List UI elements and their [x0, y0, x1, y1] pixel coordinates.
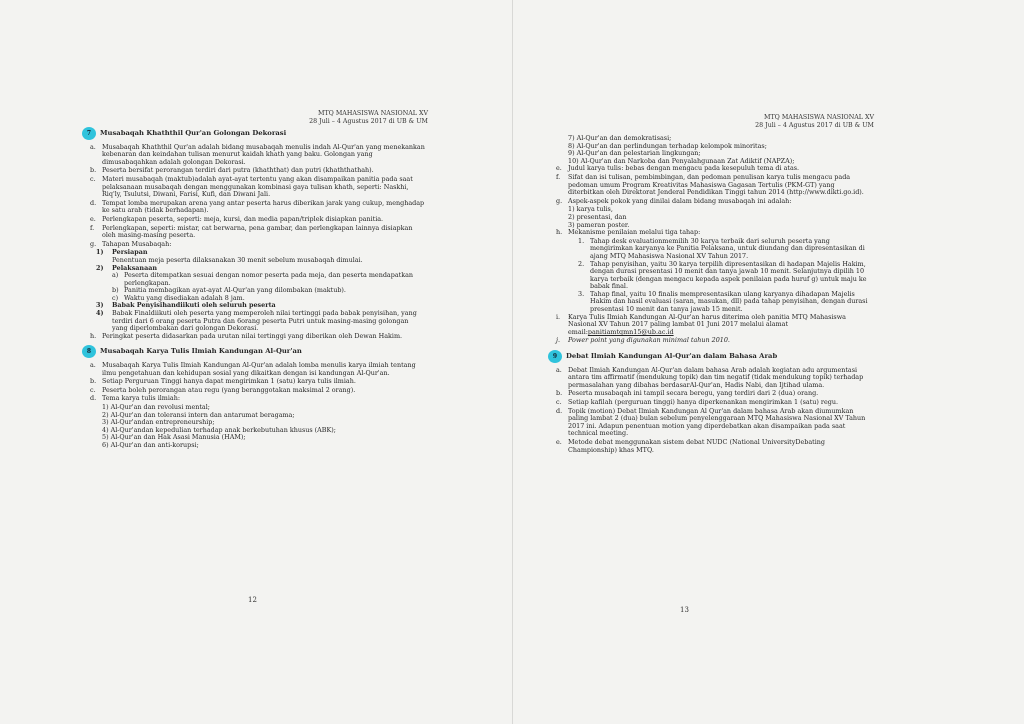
section-7-title-text: Musabaqah Khaththil Qur'an Golongan Dekorasi — [100, 129, 287, 137]
item-text: Musabaqah Khaththil Qur'an adalah bidang musabaqah menulis indah Al-Qur'an yang menekankan kebenaran dan keindahan tulisan menurut kaidah khath yang baku. Golongan yang dimusabaqahkan adalah golongan Dekorasi. — [102, 142, 425, 166]
item-text: Perlengkapan, seperti: mistar, cat berwarna, pena gambar, dan perlengkapan lainnya disiapkan oleh masing-masing peserta. — [102, 223, 413, 240]
theme-item: 6) Al-Qur'an dan anti-korupsi; — [102, 440, 199, 449]
section-9-title — [552, 353, 872, 361]
item-text: Peringkat peserta didasarkan pada urutan nilai tertinggi yang diberikan oleh Dewan Hakim. — [102, 331, 403, 340]
item-text: Tempat lomba merupakan arena yang antar peserta harus diberikan jarak yang cukup, menghadap ke satu arah (tidak berhadapan). — [102, 198, 425, 215]
list-item: c. Setiap kafilah (perguruan tinggi) hanya diperkenankan mengirimkan 1 (satu) regu. — [556, 398, 839, 406]
list-item: j. Power point yang digunakan minimal tahun 2010. — [556, 336, 730, 345]
section-8-title-text: Musabaqah Karya Tulis Ilmiah Kandungan Al-Qur'an — [100, 347, 302, 356]
aspect-item: 3) pameran poster. — [568, 220, 630, 229]
theme-item: 7) Al-Qur'an dan demokratisasi; — [568, 134, 672, 142]
section-7-title — [86, 130, 426, 138]
list-item: b. Peserta bersifat perorangan terdiri dari putra (khaththat) dan putri (khaththathah). — [90, 166, 374, 175]
theme-item: 5) Al-Qur'an dan Hak Asasi Manusia (HAM); — [102, 433, 246, 442]
list-item: i. Karya Tulis Ilmiah Kandungan Al-Qur'an harus diterima oleh panitia MTQ Mahasiswa Nasional XV Tahun 2017 paling lambat 01 Juni 2017 melalui alamat email:panitiamtqmn15@ub.ac.id — [556, 312, 846, 336]
page-body — [86, 128, 426, 450]
page-body — [552, 135, 872, 455]
item-text: Materi musabaqah (maktub)adalah ayat-ayat tertentu yang akan disampaikan panitia pada saat pelaksanaan musabaqah dengan menggunakan kombinasi gaya tulisan khath, seperti: Naskhi, Riq'ly, Tsulutsi, Diwani, Farisi, Kufi, dan Diwani Jali. — [102, 174, 413, 199]
stage-item: 2. Tahap penyisihan, yaitu 30 karya terpilih dipresentasikan di hadapan Majelis Hakim, dengan durasi presentasi 10 menit dan tanya jawab 10 menit. Selanjutnya dipilih 10 karya terbaik (dengan mengacu kepada aspek penilaian pada huruf g) untuk maju ke babak final. — [578, 259, 867, 291]
list-item: d. Tema karya tulis ilmiah: — [90, 394, 180, 403]
list-item: a. Debat Ilmiah Kandungan Al-Qur'an dalam bahasa Arab adalah kegiatan adu argumentasi antara tim affirmatif (mendukung topik) dan tim negatif (tidak mendukung topik) terhadap permasalahan yang dibahas berdasarAl-Qur'an, Hadis Nabi, dan Ijtihad ulama. — [556, 365, 864, 389]
section-8-marker: 8 — [82, 345, 96, 358]
section-9-title-text: Debat Ilmiah Kandungan Al-Qur'an dalam Bahasa Arab — [566, 352, 778, 361]
section-8-title — [86, 348, 426, 356]
list-item: e. Judul karya tulis: bebas dengan mengacu pada kesepuluh tema di atas. — [556, 164, 800, 173]
page-number: 13 — [680, 606, 689, 614]
list-item: c) Waktu yang disediakan adalah 8 jam. — [112, 293, 245, 302]
list-item: f. Perlengkapan, seperti: mistar, cat berwarna, pena gambar, dan perlengkapan lainnya disiapkan oleh masing-masing peserta. — [90, 223, 413, 240]
list-item: h. Peringkat peserta didasarkan pada urutan nilai tertinggi yang diberikan oleh Dewan Hakim. — [90, 331, 403, 340]
list-item: e. Perlengkapan peserta, seperti: meja, kursi, dan media papan/triplek disiapkan panitia. — [90, 214, 384, 223]
theme-item: 9) Al-Qur'an dan pelestarian lingkungan; — [568, 149, 701, 158]
list-item: d. Tempat lomba merupakan arena yang antar peserta harus diberikan jarak yang cukup, menghadap ke satu arah (tidak berhadapan). — [90, 198, 425, 215]
item-text: Peserta bersifat perorangan terdiri dari putra (khaththat) dan putri (khaththathah). — [102, 166, 374, 175]
item-text: Perlengkapan peserta, seperti: meja, kursi, dan media papan/triplek disiapkan panitia. — [102, 214, 384, 223]
stage-final: 4) Babak Finaldiikuti oleh peserta yang memperoleh nilai tertinggi pada babak penyisihan, yang terdiri dari 6 orang peserta Putra dan 6orang peserta Putri untuk masing-masing golongan yang diperlombakan dari golongan Dekorasi. — [96, 309, 417, 333]
list-item: a. Musabaqah Karya Tulis Ilmiah Kandungan Al-Qur'an adalah lomba menulis karya ilmiah tentang ilmu pengetahuan dan kehidupan sosial yang dikaitkan dengan isi kandungan Al-Qur'an. — [90, 361, 416, 377]
page-header — [309, 110, 428, 126]
stage-item: 1. Tahap desk evaluationmemilih 30 karya terbaik dari seluruh peserta yang mengirimkan karyanya ke Panitia Pelaksana, untuk diundang dan dipresentasikan di ajang MTQ Mahasiswa Nasional XV Tahun 2017. — [578, 236, 865, 260]
theme-item: 3) Al-Qur'andan entrepreneurship; — [102, 418, 215, 427]
list-item: d. Topik (motion) Debat Ilmiah Kandungan Al Qur'an dalam bahasa Arab akan diumumkan paling lambat 2 (dua) bulan sebelum penyelenggaraan MTQ Mahasiswa Nasional XV Tahun 2017 ini. Adapun penentuan motion yang diperdebatkan akan disampaikan pada saat technical meeting. — [556, 406, 866, 438]
section-7-marker: 7 — [82, 127, 96, 140]
header-line1: MTQ MAHASISWA NASIONAL XV — [764, 114, 874, 121]
list-item: a. Musabaqah Khaththil Qur'an adalah bidang musabaqah menulis indah Al-Qur'an yang menekankan kebenaran dan keindahan tulisan menurut kaidah khath yang baku. Golongan yang dimusabaqahkan adalah golongan Dekorasi. — [90, 142, 425, 166]
list-item: c. Peserta boleh perorangan atau regu (yang beranggotakan maksimal 2 orang). — [90, 385, 356, 394]
stage-item: 3. Tahap final, yaitu 10 finalis mempresentasikan ulang karyanya dihadapan Majelis Hakim dan hasil evaluasi (saran, masukan, dll) pada tahap penyisihan, dengan durasi presentasi 10 menit dan tanya jawab 15 menit. — [578, 289, 868, 314]
header-line1: MTQ MAHASISWA NASIONAL XV — [318, 110, 428, 117]
section-9-marker: 9 — [548, 350, 562, 363]
header-line2: 28 Juli – 4 Agustus 2017 di UB & UM — [755, 122, 874, 129]
list-item: e. Metode debat menggunakan sistem debat NUDC (National UniversityDebating Championship) khas MTQ. — [556, 437, 825, 454]
stage-penyisihan: 3) Babak Penyisihandiikuti oleh seluruh peserta — [96, 301, 276, 310]
page-13 — [512, 0, 1024, 724]
theme-item: 2) Al-Qur'an dan toleransi intern dan antarumat beragama; — [102, 410, 295, 419]
list-item: b) Panitia membagikan ayat-ayat Al-Qur'an yang dilombakan (maktub). — [112, 286, 346, 295]
page-header — [755, 114, 874, 130]
stage-persiapan-title: 1) Persiapan — [96, 248, 148, 257]
aspect-item: 1) karya tulis, — [568, 205, 613, 214]
list-item: c. Materi musabaqah (maktub)adalah ayat-ayat tertentu yang akan disampaikan panitia pada saat pelaksanaan musabaqah dengan menggunakan kombinasi gaya tulisan khath, seperti: Naskhi, Riq'ly, Tsulutsi, Diwani, Farisi, Kufi, dan Diwani Jali. — [90, 174, 413, 199]
list-item: g. Tahapan Musabaqah: — [90, 239, 172, 248]
stage-persiapan-text: Penentuan meja peserta dilaksanakan 30 menit sebelum musabaqah dimulai. — [112, 255, 363, 264]
item-text: Tahapan Musabaqah: — [102, 239, 172, 248]
list-item: b. Setiap Perguruan Tinggi hanya dapat mengirimkan 1 (satu) karya tulis ilmiah. — [90, 377, 356, 386]
list-item: g. Aspek-aspek pokok yang dinilai dalam bidang musabaqah ini adalah: — [556, 196, 792, 205]
theme-item: 8) Al-Qur'an dan perlindungan terhadap kelompok minoritas; — [568, 141, 767, 150]
header-line2: 28 Juli – 4 Agustus 2017 di UB & UM — [309, 118, 428, 125]
list-item: a) Peserta ditempatkan sesuai dengan nomor peserta pada meja, dan peserta mendapatkan perlengkapan. — [112, 271, 414, 287]
email-link[interactable]: panitiamtqmn15@ub.ac.id — [587, 327, 674, 336]
list-item: f. Sifat dan isi tulisan, pembimbingan, dan pedoman penulisan karya tulis mengacu pada pedoman umum Program Kreativitas Mahasiswa Gagasan Tertulis (PKM-GT) yang diterbitkan oleh Direktorat Jenderal Pendidikan Tinggi tahun 2014 (http://www.dikti.go.id). — [556, 172, 864, 197]
list-item: b. Peserta musabaqah ini tampil secara beregu, yang terdiri dari 2 (dua) orang. — [556, 389, 819, 398]
theme-item: 1) Al-Qur'an dan revolusi mental; — [102, 403, 210, 411]
page-number: 12 — [248, 596, 257, 604]
stage-pelaksanaan-title: 2) Pelaksanaan — [96, 263, 158, 272]
theme-item: 4) Al-Qur'andan kepedulian terhadap anak berkebutuhan khusus (ABK); — [102, 425, 336, 434]
theme-item: 10) Al-Qur'an dan Narkoba dan Penyalahgunaan Zat Adiktif (NAPZA); — [568, 156, 795, 165]
aspect-item: 2) presentasi, dan — [568, 212, 627, 221]
list-item: h. Mekanisme penilaian melalui tiga tahap: — [556, 228, 701, 237]
